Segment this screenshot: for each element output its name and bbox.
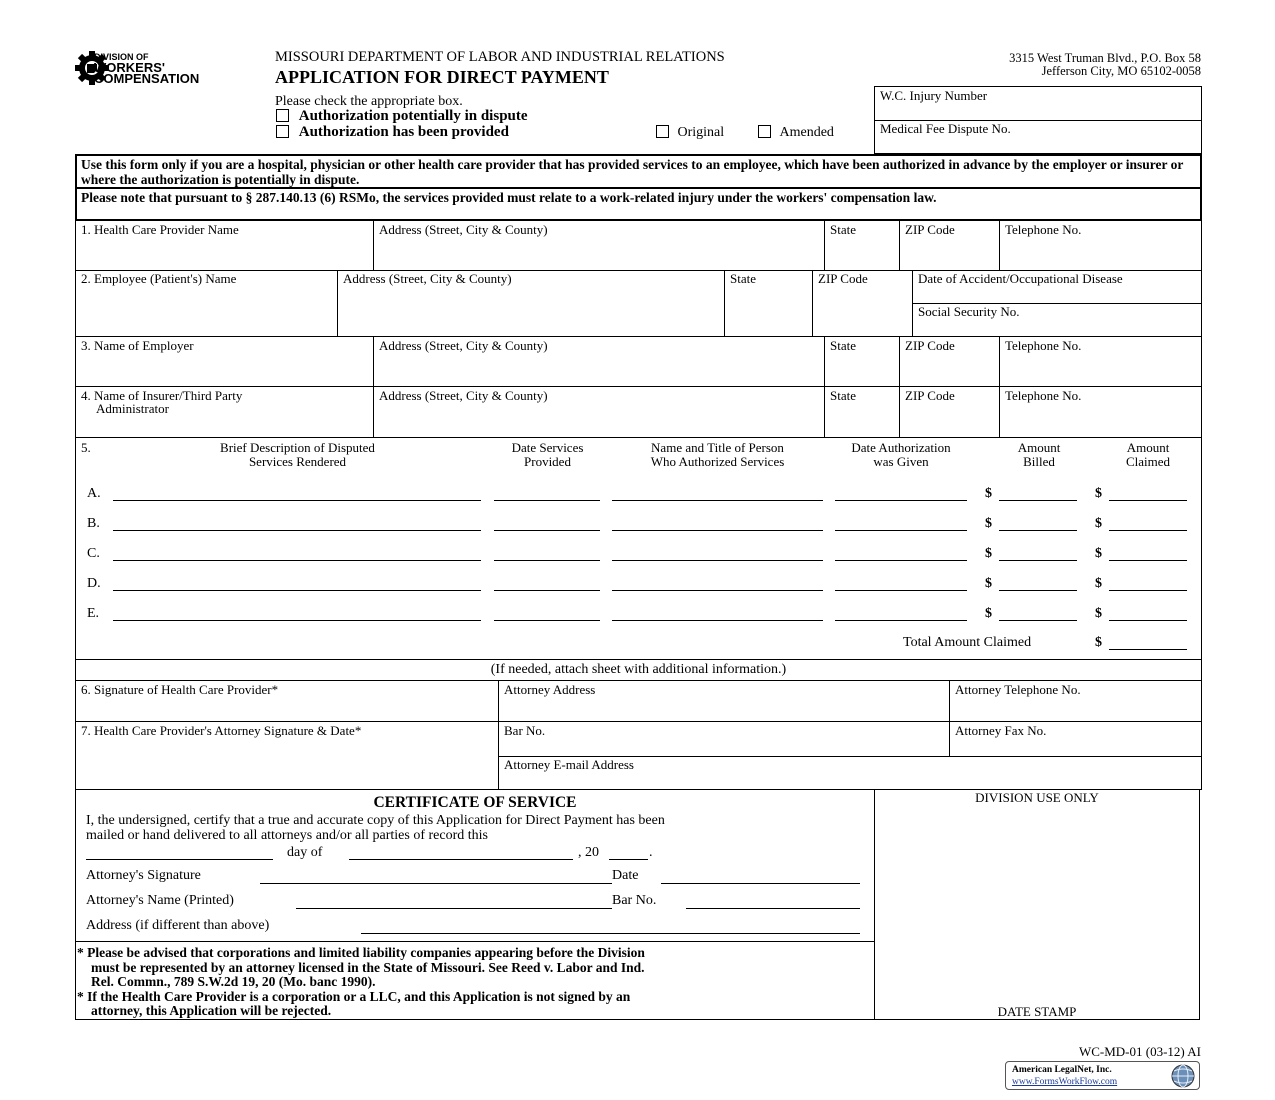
service-amount-billed-input[interactable] [999, 560, 1077, 561]
service-description-input[interactable] [113, 590, 481, 591]
service-amount-billed-input[interactable] [999, 590, 1077, 591]
total-amount-input[interactable] [1109, 649, 1187, 650]
check-prompt: Please check the appropriate box. [275, 94, 463, 109]
employee-state-field[interactable]: State [730, 271, 756, 286]
service-amount-claimed-input[interactable] [1109, 530, 1187, 531]
day-of-label: day of [287, 845, 323, 860]
attorney-name-input[interactable] [296, 908, 612, 909]
service-date-authorized-input[interactable] [835, 620, 967, 621]
cert-bar-label: Bar No. [612, 893, 657, 908]
service-date-provided-input[interactable] [494, 560, 600, 561]
service-description-input[interactable] [113, 500, 481, 501]
insurer-phone-field[interactable]: Telephone No. [1005, 388, 1082, 403]
col-date-authorization-header: Date Authorization was Given [851, 440, 951, 469]
service-description-input[interactable] [113, 560, 481, 561]
insurer-zip-field[interactable]: ZIP Code [905, 388, 955, 403]
claimed-dollar-sign: $ [1095, 606, 1102, 621]
address-line1: 3315 West Truman Blvd., P.O. Box 58 [1009, 51, 1201, 65]
employee-zip-field[interactable]: ZIP Code [818, 271, 868, 286]
date-of-accident-field[interactable]: Date of Accident/Occupational Disease [918, 271, 1123, 286]
col-authorizer-header: Name and Title of Person Who Authorized Services [650, 440, 785, 469]
bar-number-field[interactable]: Bar No. [504, 723, 546, 738]
attorney-sig-input[interactable] [260, 883, 612, 884]
billed-dollar-sign: $ [985, 516, 992, 531]
attach-note: (If needed, attach sheet with additional information.) [490, 662, 787, 677]
use-form-notice: Use this form only if you are a hospital, physician or other health care provider that has provided services to an employee, which have been authorized in advance by the employer or insurer or where the authorization is potentially in dispute. [81, 157, 1184, 187]
claimed-dollar-sign: $ [1095, 576, 1102, 591]
logo-line1: DIVISION OF [94, 52, 149, 62]
billed-dollar-sign: $ [985, 606, 992, 621]
amended-checkbox[interactable] [758, 125, 771, 138]
cert-year-input[interactable] [609, 859, 648, 860]
cert-address-label: Address (if different than above) [86, 918, 270, 933]
original-checkbox[interactable] [656, 125, 669, 138]
cert-address-input[interactable] [361, 933, 860, 934]
option-provided-row [276, 124, 509, 141]
wc-injury-number-field[interactable]: W.C. Injury Number [880, 88, 988, 103]
publisher-badge[interactable] [1005, 1061, 1200, 1090]
provided-checkbox[interactable] [276, 125, 289, 138]
service-date-authorized-input[interactable] [835, 500, 967, 501]
service-authorized-by-input[interactable] [612, 560, 823, 561]
attorney-name-label: Attorney's Name (Printed) [86, 893, 234, 908]
provider-address-field[interactable]: Address (Street, City & County) [379, 222, 548, 237]
employer-state-field[interactable]: State [830, 338, 856, 353]
employer-address-field[interactable]: Address (Street, City & County) [379, 338, 548, 353]
service-amount-claimed-input[interactable] [1109, 620, 1187, 621]
publisher-name: American LegalNet, Inc. [1012, 1065, 1112, 1075]
service-amount-billed-input[interactable] [999, 500, 1077, 501]
attorney-phone-field[interactable]: Attorney Telephone No. [955, 682, 1081, 697]
option-provided-label: Authorization has been provided [298, 124, 509, 140]
service-authorized-by-input[interactable] [612, 530, 823, 531]
address-line2: Jefferson City, MO 65102-0058 [1041, 64, 1201, 78]
pursuant-notice: Please note that pursuant to § 287.140.13 (6) RSMo, the services provided must relate to a work-related injury under the workers' compensation law. [81, 190, 937, 205]
form-title: APPLICATION FOR DIRECT PAYMENT [275, 67, 609, 87]
service-date-authorized-input[interactable] [835, 560, 967, 561]
col-date-provided-header: Date Services Provided [511, 440, 584, 469]
employee-address-field[interactable]: Address (Street, City & County) [343, 271, 512, 286]
cert-bar-input[interactable] [686, 908, 860, 909]
year-period: . [649, 845, 653, 860]
service-row-label: B. [87, 516, 100, 531]
service-description-input[interactable] [113, 620, 481, 621]
provider-state-field[interactable]: State [830, 222, 856, 237]
globe-icon [1170, 1063, 1196, 1089]
services-section-number: 5. [81, 440, 91, 455]
col-amount-billed-header: Amount Billed [1017, 440, 1061, 469]
service-date-provided-input[interactable] [494, 620, 600, 621]
department-name: MISSOURI DEPARTMENT OF LABOR AND INDUSTRIAL RELATIONS [275, 49, 725, 65]
provider-signature-field[interactable]: 6. Signature of Health Care Provider* [81, 682, 279, 697]
option-dispute-label: Authorization potentially in dispute [298, 108, 528, 124]
form-id: WC-MD-01 (03-12) AI [1078, 1044, 1201, 1059]
service-amount-claimed-input[interactable] [1109, 590, 1187, 591]
claimed-dollar-sign: $ [1095, 546, 1102, 561]
service-authorized-by-input[interactable] [612, 590, 823, 591]
cert-date-input[interactable] [661, 883, 860, 884]
option-dispute-row [276, 108, 528, 125]
employee-name-field[interactable]: 2. Employee (Patient's) Name [81, 271, 237, 286]
billed-dollar-sign: $ [985, 486, 992, 501]
ssn-field[interactable]: Social Security No. [918, 304, 1020, 319]
cert-date-label: Date [612, 868, 639, 883]
amended-label: Amended [779, 125, 834, 140]
service-date-provided-input[interactable] [494, 530, 600, 531]
billed-dollar-sign: $ [985, 546, 992, 561]
attorney-fax-field[interactable]: Attorney Fax No. [955, 723, 1047, 738]
insurer-address-field[interactable]: Address (Street, City & County) [379, 388, 548, 403]
attorney-email-field[interactable]: Attorney E-mail Address [504, 757, 634, 772]
provider-zip-field[interactable]: ZIP Code [905, 222, 955, 237]
division-use-only-label: DIVISION USE ONLY [975, 790, 1099, 805]
attorney-signature-field[interactable]: 7. Health Care Provider's Attorney Signature & Date* [81, 723, 362, 738]
service-amount-claimed-input[interactable] [1109, 500, 1187, 501]
col-amount-claimed-header: Amount Claimed [1125, 440, 1171, 469]
attorney-sig-label: Attorney's Signature [86, 868, 201, 883]
logo-line3: COMPENSATION [94, 71, 200, 86]
certificate-text-1: I, the undersigned, certify that a true and accurate copy of this Application for Direct Payment has been [86, 813, 665, 828]
medical-fee-dispute-field[interactable]: Medical Fee Dispute No. [880, 121, 1011, 136]
attorney-address-field[interactable]: Attorney Address [504, 682, 596, 697]
billed-dollar-sign: $ [985, 576, 992, 591]
claimed-dollar-sign: $ [1095, 516, 1102, 531]
certificate-title: CERTIFICATE OF SERVICE [373, 794, 577, 811]
division-logo [74, 50, 249, 86]
footnote-1: * Please be advised that corporations and limited liability companies appearing before the Division must be represented by an attorney licensed in the State of Missouri. See Reed v. Labor and Ind. Rel. Commn., 789 S.W.2d 19, 20 (Mo. banc 1990). * If the Health Care Provider is a corporation or a LLC, and this Application is not signed by an attorney, this Application will be rejected. [77, 945, 645, 1018]
total-amount-label: Total Amount Claimed [903, 635, 1032, 650]
original-option [656, 125, 724, 141]
provider-phone-field[interactable]: Telephone No. [1005, 222, 1082, 237]
year-prefix-label: , 20 [578, 845, 599, 860]
publisher-url[interactable]: www.FormsWorkFlow.com [1012, 1077, 1118, 1087]
service-date-provided-input[interactable] [494, 590, 600, 591]
service-row-label: A. [87, 486, 101, 501]
service-amount-billed-input[interactable] [999, 620, 1077, 621]
service-row-label: C. [87, 546, 100, 561]
service-date-authorized-input[interactable] [835, 530, 967, 531]
total-dollar-sign: $ [1095, 635, 1102, 650]
service-row-label: D. [87, 576, 101, 591]
original-label: Original [677, 125, 725, 140]
service-date-provided-input[interactable] [494, 500, 600, 501]
division-use-box [874, 789, 1200, 1020]
provider-name-field[interactable]: 1. Health Care Provider Name [81, 222, 239, 237]
amended-option [758, 125, 834, 141]
employer-phone-field[interactable]: Telephone No. [1005, 338, 1082, 353]
service-amount-billed-input[interactable] [999, 530, 1077, 531]
service-amount-claimed-input[interactable] [1109, 560, 1187, 561]
cert-day-input[interactable] [86, 859, 273, 860]
insurer-state-field[interactable]: State [830, 388, 856, 403]
col-description-header: Brief Description of Disputed Services Rendered [220, 440, 375, 469]
date-stamp-label: DATE STAMP [997, 1004, 1077, 1019]
employer-zip-field[interactable]: ZIP Code [905, 338, 955, 353]
employer-name-field[interactable]: 3. Name of Employer [81, 338, 194, 353]
service-date-authorized-input[interactable] [835, 590, 967, 591]
logo-line2: WORKERS' [94, 60, 165, 75]
dispute-checkbox[interactable] [276, 109, 289, 122]
service-authorized-by-input[interactable] [612, 500, 823, 501]
cert-month-input[interactable] [349, 859, 573, 860]
insurer-name-field[interactable]: 4. Name of Insurer/Third Party [81, 388, 243, 403]
service-description-input[interactable] [113, 530, 481, 531]
service-row-label: E. [87, 606, 100, 621]
claimed-dollar-sign: $ [1095, 486, 1102, 501]
service-authorized-by-input[interactable] [612, 620, 823, 621]
insurer-name-label-2: Administrator [96, 401, 169, 416]
certificate-text-2: mailed or hand delivered to all attorneys and/or all parties of record this [86, 828, 488, 843]
